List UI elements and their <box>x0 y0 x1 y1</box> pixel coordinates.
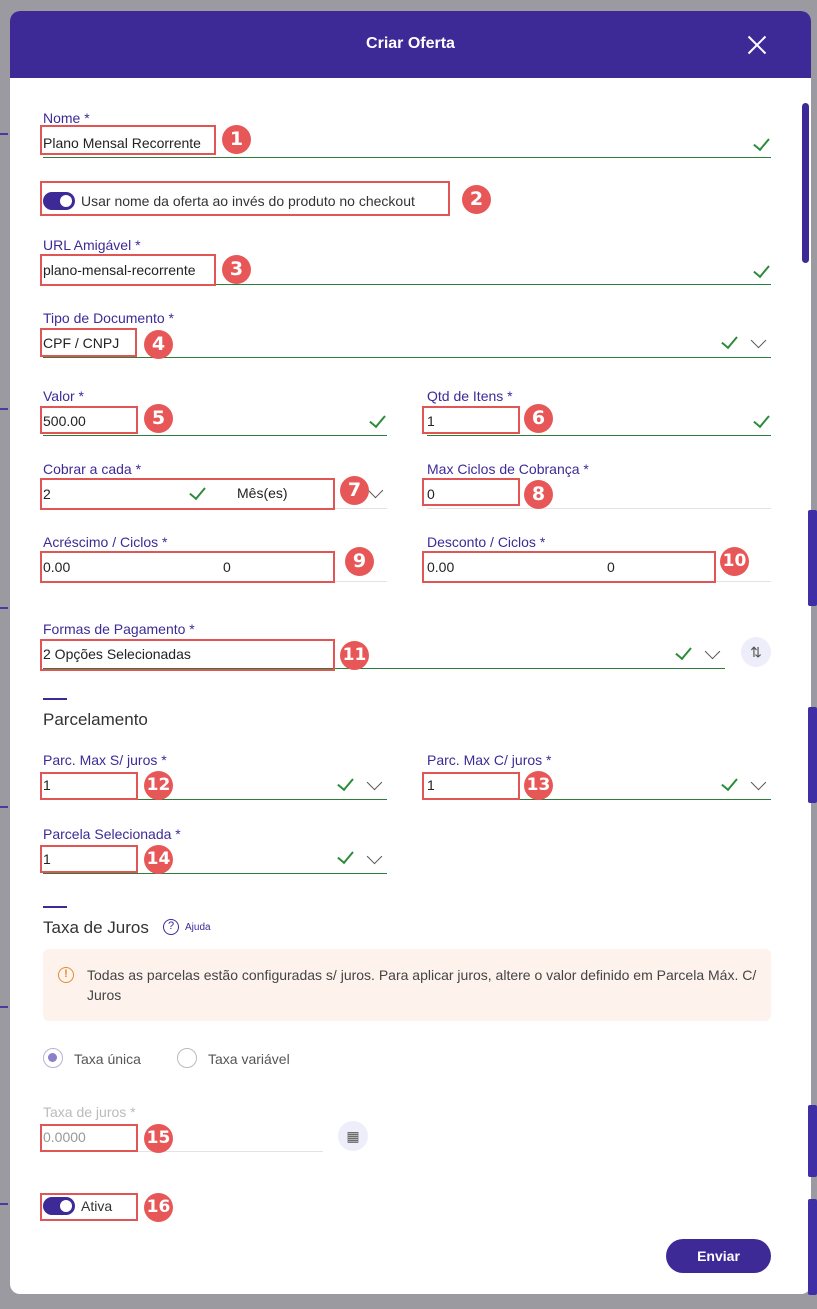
annotation-box-12 <box>40 772 138 800</box>
modal-title: Criar Oferta <box>366 35 455 52</box>
ativa-label: Ativa <box>81 1198 113 1214</box>
tipo-documento-label: Tipo de Documento * <box>43 310 174 326</box>
annotation-box-10 <box>422 551 716 583</box>
nome-input[interactable]: Plano Mensal Recorrente <box>43 135 201 151</box>
scrollbar-thumb[interactable] <box>802 103 809 263</box>
annotation-box-5 <box>40 406 138 434</box>
parc-max-sem-select[interactable]: 1 <box>43 777 51 793</box>
background-bar <box>808 1105 817 1177</box>
formas-pagamento-label: Formas de Pagamento * <box>43 621 195 637</box>
annotation-box-9 <box>40 551 335 583</box>
background-bar <box>808 1199 817 1295</box>
url-label: URL Amigável * <box>43 237 141 253</box>
check-icon <box>721 774 738 791</box>
alert-text: Todas as parcelas estão configuradas s/ juros. Para aplicar juros, altere o valor definido em Parcela Máx. C/ Juros <box>87 967 757 1003</box>
parcela-selecionada-label: Parcela Selecionada * <box>43 826 181 842</box>
annotation-badge-10: 10 <box>720 547 749 576</box>
parc-max-com-select[interactable]: 1 <box>427 777 435 793</box>
radio-taxa-variavel[interactable] <box>177 1048 197 1068</box>
desconto-ciclos-input[interactable]: 0 <box>607 559 615 575</box>
chevron-down-icon[interactable] <box>751 333 767 349</box>
annotation-box-1 <box>40 125 216 155</box>
max-ciclos-label: Max Ciclos de Cobrança * <box>427 461 589 477</box>
annotation-box-3 <box>40 254 216 286</box>
close-icon[interactable] <box>747 35 767 55</box>
nome-label: Nome * <box>43 110 90 126</box>
check-icon <box>753 134 770 151</box>
annotation-badge-3: 3 <box>222 255 251 284</box>
chevron-down-icon[interactable] <box>751 775 767 791</box>
chevron-down-icon[interactable] <box>367 775 383 791</box>
modal-header <box>10 11 811 78</box>
warning-icon: ! <box>58 967 74 983</box>
calculator-icon[interactable]: ▦ <box>338 1121 368 1151</box>
url-input[interactable]: plano-mensal-recorrente <box>43 262 196 278</box>
section-divider <box>43 906 67 908</box>
chevron-down-icon[interactable] <box>368 483 384 499</box>
parcela-selecionada-select[interactable]: 1 <box>43 851 51 867</box>
use-offer-name-label: Usar nome da oferta ao invés do produto no checkout <box>81 193 415 209</box>
help-link[interactable]: Ajuda <box>185 922 211 933</box>
taxa-juros-title: Taxa de Juros <box>43 918 149 937</box>
check-icon <box>337 774 354 791</box>
acrescimo-label: Acréscimo / Ciclos * <box>43 534 168 550</box>
acrescimo-input[interactable]: 0.00 <box>43 559 71 575</box>
parcelamento-title: Parcelamento <box>43 710 148 729</box>
create-offer-modal <box>10 11 811 1294</box>
cobrar-cada-input[interactable]: 2 <box>43 486 51 502</box>
qtd-itens-underline <box>427 435 771 436</box>
annotation-badge-13: 13 <box>524 771 553 800</box>
parc-max-com-label: Parc. Max C/ juros * <box>427 752 552 768</box>
annotation-box-16 <box>40 1193 138 1221</box>
annotation-badge-16: 16 <box>144 1193 173 1222</box>
radio-taxa-unica-label: Taxa única <box>74 1051 141 1067</box>
chevron-down-icon[interactable] <box>367 849 383 865</box>
help-icon[interactable]: ? <box>163 919 179 935</box>
parcela-selecionada-underline <box>43 873 387 874</box>
sort-icon[interactable]: ⇅ <box>741 637 771 667</box>
max-ciclos-input[interactable]: 0 <box>427 486 435 502</box>
annotation-box-14 <box>40 845 138 873</box>
section-divider <box>43 698 67 700</box>
radio-taxa-unica[interactable] <box>43 1048 63 1068</box>
valor-label: Valor * <box>43 388 84 404</box>
annotation-box-7 <box>40 478 335 510</box>
qtd-itens-label: Qtd de Itens * <box>427 388 513 404</box>
formas-pagamento-select[interactable]: 2 Opções Selecionadas <box>43 646 191 662</box>
radio-taxa-variavel-label: Taxa variável <box>208 1051 290 1067</box>
annotation-badge-5: 5 <box>144 404 173 433</box>
annotation-box-2 <box>40 181 450 216</box>
acrescimo-ciclos-input[interactable]: 0 <box>223 559 231 575</box>
valor-underline <box>43 435 387 436</box>
annotation-badge-6: 6 <box>524 404 553 433</box>
annotation-box-11 <box>40 639 335 671</box>
annotation-badge-15: 15 <box>144 1124 173 1153</box>
check-icon <box>721 332 738 349</box>
parc-max-sem-label: Parc. Max S/ juros * <box>43 752 167 768</box>
background-bar <box>808 707 817 803</box>
annotation-box-4 <box>40 328 137 357</box>
annotation-badge-9: 9 <box>345 547 374 576</box>
check-icon <box>337 847 354 864</box>
annotation-box-15 <box>40 1124 138 1152</box>
check-icon <box>369 411 386 428</box>
desconto-label: Desconto / Ciclos * <box>427 534 546 550</box>
annotation-badge-8: 8 <box>524 480 553 509</box>
cobrar-cada-label: Cobrar a cada * <box>43 461 142 477</box>
annotation-box-13 <box>422 772 520 800</box>
qtd-itens-input[interactable]: 1 <box>427 413 435 429</box>
annotation-badge-4: 4 <box>144 330 173 359</box>
max-ciclos-underline <box>427 508 771 509</box>
background-bar <box>808 510 817 606</box>
nome-underline <box>43 157 771 158</box>
chevron-down-icon[interactable] <box>705 644 721 660</box>
check-icon <box>753 261 770 278</box>
annotation-badge-11: 11 <box>340 641 369 670</box>
submit-button[interactable]: Enviar <box>666 1239 771 1273</box>
tipo-documento-select[interactable]: CPF / CNPJ <box>43 335 120 351</box>
annotation-box-6 <box>422 406 520 434</box>
check-icon <box>675 643 692 660</box>
annotation-badge-12: 12 <box>144 771 173 800</box>
annotation-badge-1: 1 <box>222 125 251 154</box>
taxa-juros-label: Taxa de juros * <box>43 1104 136 1120</box>
check-icon <box>753 411 770 428</box>
periodo-select[interactable]: Mês(es) <box>237 485 288 501</box>
annotation-badge-2: 2 <box>462 185 491 214</box>
valor-input[interactable]: 500.00 <box>43 413 86 429</box>
annotation-badge-14: 14 <box>144 845 173 874</box>
taxa-juros-input[interactable]: 0.0000 <box>43 1129 86 1145</box>
info-alert <box>43 949 771 1021</box>
annotation-badge-7: 7 <box>340 476 369 505</box>
annotation-box-8 <box>422 478 520 506</box>
desconto-input[interactable]: 0.00 <box>427 559 455 575</box>
